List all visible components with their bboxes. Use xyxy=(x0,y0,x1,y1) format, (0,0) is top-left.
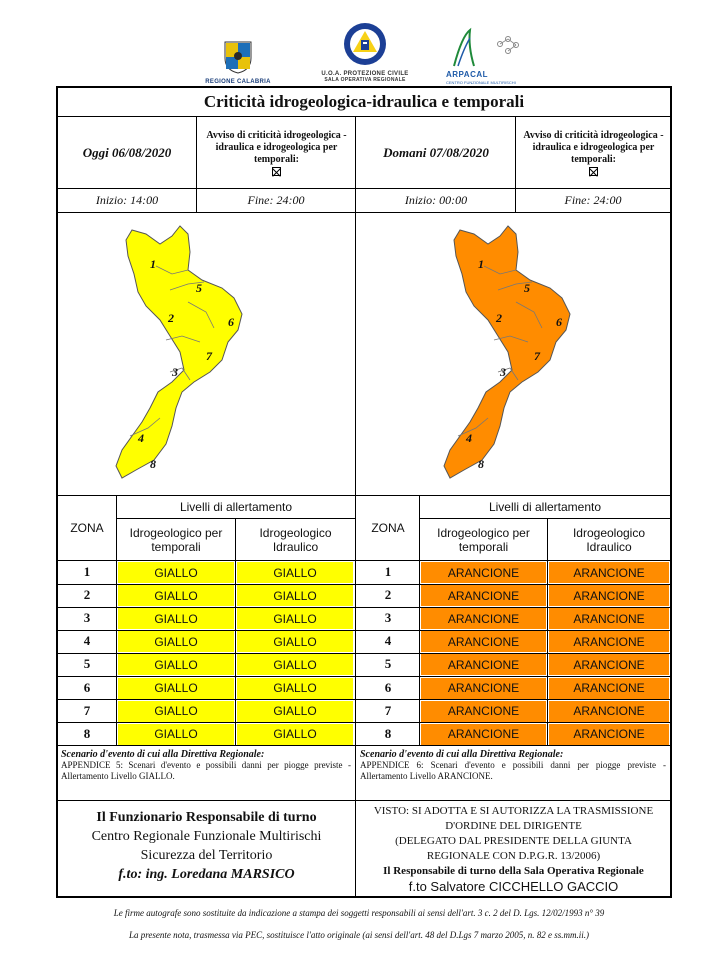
tomorrow-col1-header: Idrogeologico per temporali xyxy=(437,525,530,554)
tomorrow-level-idraulico: ARANCIONE xyxy=(549,724,669,745)
left-signature-block xyxy=(58,808,355,884)
tomorrow-map-zone-6: 6 xyxy=(556,315,562,329)
tomorrow-zone-number: 1 xyxy=(384,564,392,580)
arpacal-logo xyxy=(442,26,532,85)
today-map-zone-7: 7 xyxy=(206,349,212,363)
regione-calabria-logo xyxy=(198,40,278,85)
tomorrow-col2-header: Idrogeologico Idraulico xyxy=(572,525,646,554)
tomorrow-map-region xyxy=(444,226,570,478)
today-level-temporali: GIALLO xyxy=(118,585,234,606)
row-divider xyxy=(58,607,670,608)
today-scenario-text: APPENDICE 5: Scenari d'evento e possibili danni per piogge previste - Allertamento Livello GIALLO. xyxy=(61,760,351,781)
left-sign-line1: Centro Regionale Funzionale Multirischi xyxy=(91,829,322,844)
tomorrow-zone-number: 6 xyxy=(384,679,392,695)
today-level-idraulico: GIALLO xyxy=(237,724,353,745)
today-map-region xyxy=(116,226,242,478)
today-end: Fine: 24:00 xyxy=(247,192,305,207)
arpacal-sub: CENTRO FUNZIONALE MULTIRISCHI xyxy=(446,80,516,85)
right-sign-line4: REGIONALE CON D.P.G.R. 13/2006) xyxy=(426,850,601,862)
today-zone-number: 2 xyxy=(83,587,91,603)
uoa-line-1: U.O.A. PROTEZIONE CIVILE xyxy=(321,71,409,77)
right-sign-line2: D'ORDINE DEL DIRIGENTE xyxy=(445,820,582,832)
tomorrow-map-zone-5: 5 xyxy=(524,281,530,295)
today-date: Oggi 06/08/2020 xyxy=(82,145,172,160)
today-level-temporali: GIALLO xyxy=(118,701,234,722)
right-sign-line3: (DELEGATO DAL PRESIDENTE DELLA GIUNTA xyxy=(395,835,632,847)
today-map-zone-4: 4 xyxy=(138,431,144,445)
today-avviso-checkbox xyxy=(272,167,281,176)
today-map-zone-1: 1 xyxy=(150,257,156,271)
today-level-temporali: GIALLO xyxy=(118,678,234,699)
footer-line-1: Le firme autografe sono sostituite da indicazione a stampa dei soggetti responsabili ai sensi dell'art. 3 c. 2 del D. Lgs. 12/02/1993 n° 39 xyxy=(113,908,605,918)
arpacal-icon xyxy=(444,26,530,70)
page-title: Criticità idrogeologica-idraulica e temporali xyxy=(203,92,525,111)
tomorrow-scenario xyxy=(360,749,666,782)
today-map-zone-8: 8 xyxy=(150,457,156,471)
tomorrow-avviso-text: Avviso di criticità idrogeologica - idraulica e idrogeologica per temporali: xyxy=(523,130,664,165)
tomorrow-start: Inizio: 00:00 xyxy=(404,192,468,207)
today-level-idraulico: GIALLO xyxy=(237,701,353,722)
today-level-idraulico: GIALLO xyxy=(237,654,353,675)
protezione-civile-logo xyxy=(310,22,420,83)
tomorrow-map xyxy=(438,222,598,492)
today-level-idraulico: GIALLO xyxy=(237,585,353,606)
tomorrow-level-temporali: ARANCIONE xyxy=(421,631,546,652)
today-level-temporali: GIALLO xyxy=(118,608,234,629)
left-sign-name: f.to: ing. Loredana MARSICO xyxy=(118,867,295,882)
today-zona-header: ZONA xyxy=(70,521,104,535)
tomorrow-level-temporali: ARANCIONE xyxy=(421,701,546,722)
tomorrow-level-temporali: ARANCIONE xyxy=(421,608,546,629)
today-scenario-heading: Scenario d'evento di cui alla Direttiva Regionale: xyxy=(61,749,265,760)
tomorrow-map-zone-8: 8 xyxy=(478,457,484,471)
today-col1-header: Idrogeologico per temporali xyxy=(129,525,223,554)
regione-label: REGIONE CALABRIA xyxy=(205,79,271,85)
tomorrow-level-idraulico: ARANCIONE xyxy=(549,701,669,722)
today-zone-number: 3 xyxy=(83,610,91,626)
row-divider xyxy=(58,630,670,631)
tomorrow-scenario-text: APPENDICE 6: Scenari d'evento e possibili danni per piogge previste - Allertamento Livello ARANCIONE. xyxy=(360,760,666,781)
today-zone-number: 8 xyxy=(83,725,91,741)
today-zone-number: 6 xyxy=(83,679,91,695)
tomorrow-zone-number: 3 xyxy=(384,610,392,626)
today-level-temporali: GIALLO xyxy=(118,562,234,583)
tomorrow-levels-header: Livelli di allertamento xyxy=(488,500,602,514)
tomorrow-map-zone-3: 3 xyxy=(500,365,506,379)
today-zone-number: 1 xyxy=(83,564,91,580)
today-map-zone-3: 3 xyxy=(172,365,178,379)
tomorrow-zona-header: ZONA xyxy=(371,521,405,535)
right-sign-name: f.to Salvatore CICCHELLO GACCIO xyxy=(408,879,619,894)
today-avviso-text: Avviso di criticità idrogeologica - idraulica e idrogeologica per temporali: xyxy=(206,130,347,165)
left-sign-line2: Sicurezza del Territorio xyxy=(140,848,273,863)
today-avviso xyxy=(198,120,355,186)
arpacal-label: ARPACAL xyxy=(446,70,489,79)
tomorrow-zone-number: 8 xyxy=(384,725,392,741)
today-levels-header: Livelli di allertamento xyxy=(179,500,293,514)
left-sign-title: Il Funzionario Responsabile di turno xyxy=(96,810,317,825)
tomorrow-date: Domani 07/08/2020 xyxy=(383,145,489,160)
tomorrow-level-idraulico: ARANCIONE xyxy=(549,654,669,675)
today-map-zone-6: 6 xyxy=(228,315,234,329)
row-divider xyxy=(58,699,670,700)
tomorrow-zone-number: 2 xyxy=(384,587,392,603)
tomorrow-avviso xyxy=(517,120,670,186)
tomorrow-level-temporali: ARANCIONE xyxy=(421,654,546,675)
tomorrow-map-zone-7: 7 xyxy=(534,349,540,363)
today-zone-number: 7 xyxy=(83,702,91,718)
today-map-zone-5: 5 xyxy=(196,281,202,295)
today-level-temporali: GIALLO xyxy=(118,654,234,675)
right-sign-line1: VISTO: SI ADOTTA E SI AUTORIZZA LA TRASMISSIONE xyxy=(373,805,654,817)
protezione-civile-icon xyxy=(343,22,387,66)
today-zone-number: 4 xyxy=(83,633,91,649)
footer-line-2: La presente nota, trasmessa via PEC, sostituisce l'atto originale (ai sensi dell'art. 48 del D.Lgs 7 marzo 2005, n. 82 e ss.mm.ii.) xyxy=(128,930,589,940)
tomorrow-level-temporali: ARANCIONE xyxy=(421,678,546,699)
tomorrow-map-zone-4: 4 xyxy=(466,431,472,445)
tomorrow-level-temporali: ARANCIONE xyxy=(421,562,546,583)
row-divider xyxy=(58,584,670,585)
today-level-temporali: GIALLO xyxy=(118,724,234,745)
today-level-temporali: GIALLO xyxy=(118,631,234,652)
tomorrow-level-temporali: ARANCIONE xyxy=(421,585,546,606)
today-level-idraulico: GIALLO xyxy=(237,631,353,652)
today-zone-number: 5 xyxy=(83,656,91,672)
tomorrow-level-idraulico: ARANCIONE xyxy=(549,608,669,629)
tomorrow-avviso-checkbox xyxy=(589,167,598,176)
tomorrow-map-zone-1: 1 xyxy=(478,257,484,271)
uoa-line-2: SALA OPERATIVA REGIONALE xyxy=(324,77,406,83)
row-divider xyxy=(58,676,670,677)
tomorrow-level-idraulico: ARANCIONE xyxy=(549,585,669,606)
tomorrow-zone-number: 7 xyxy=(384,702,392,718)
tomorrow-zone-number: 4 xyxy=(384,633,392,649)
tomorrow-level-idraulico: ARANCIONE xyxy=(549,631,669,652)
row-divider xyxy=(58,722,670,723)
today-level-idraulico: GIALLO xyxy=(237,562,353,583)
right-signature-block xyxy=(357,804,670,894)
today-scenario xyxy=(61,749,351,782)
tomorrow-level-idraulico: ARANCIONE xyxy=(549,678,669,699)
tomorrow-zone-number: 5 xyxy=(384,656,392,672)
calabria-crest-icon xyxy=(223,40,253,74)
tomorrow-map-zone-2: 2 xyxy=(496,311,502,325)
tomorrow-scenario-heading: Scenario d'evento di cui alla Direttiva Regionale: xyxy=(360,749,564,760)
tomorrow-end: Fine: 24:00 xyxy=(564,192,622,207)
tomorrow-level-temporali: ARANCIONE xyxy=(421,724,546,745)
tomorrow-level-idraulico: ARANCIONE xyxy=(549,562,669,583)
today-level-idraulico: GIALLO xyxy=(237,678,353,699)
today-map-zone-2: 2 xyxy=(168,311,174,325)
today-col2-header: Idrogeologico Idraulico xyxy=(259,525,332,554)
row-divider xyxy=(58,653,670,654)
today-map xyxy=(110,222,270,492)
right-sign-line5: Il Responsabile di turno della Sala Operativa Regionale xyxy=(383,865,644,877)
today-level-idraulico: GIALLO xyxy=(237,608,353,629)
today-start: Inizio: 14:00 xyxy=(95,192,159,207)
